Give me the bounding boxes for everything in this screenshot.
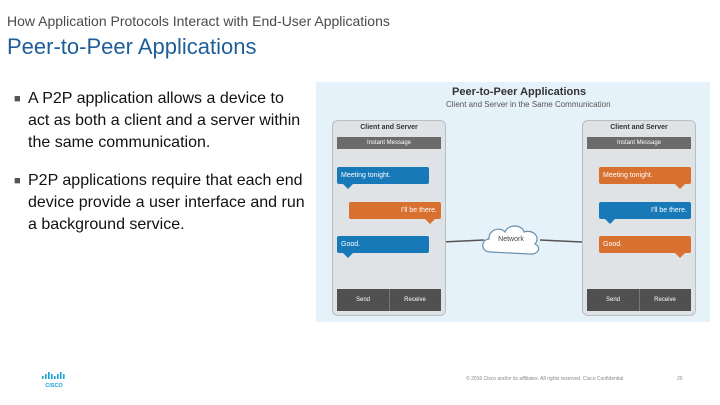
- left-device: [332, 120, 446, 316]
- right-link-line: [540, 240, 582, 242]
- slide-suptitle: How Application Protocols Interact with End-User Applications: [7, 13, 390, 29]
- send-button: Send: [337, 289, 390, 311]
- message-bubble: I'll be there.: [599, 202, 691, 219]
- im-header: Instant Message: [587, 137, 691, 149]
- message-bubble: Good.: [337, 236, 429, 253]
- diagram-title: Peer-to-Peer Applications: [452, 86, 587, 98]
- device-label: Client and Server: [360, 124, 418, 131]
- bullet-item: [14, 88, 306, 154]
- message-bubble: Meeting tonight.: [599, 167, 691, 184]
- bullet-square-icon: ■: [14, 93, 21, 105]
- cisco-logo-icon: [40, 371, 68, 389]
- message-bubble: I'll be there.: [349, 202, 441, 219]
- message-bubble: Meeting tonight.: [337, 167, 429, 184]
- send-button: Send: [587, 289, 640, 311]
- bullet-list: [14, 88, 306, 252]
- receive-button: Receive: [654, 297, 676, 303]
- network-cloud-icon: [478, 220, 544, 260]
- bullet-square-icon: ■: [14, 175, 21, 187]
- device-label: Client and Server: [610, 124, 668, 131]
- svg-text:CISCO: CISCO: [45, 383, 63, 389]
- message-bubble: Good.: [599, 236, 691, 253]
- receive-button: Receive: [404, 297, 426, 303]
- page-number: 20: [677, 376, 683, 382]
- network-label: Network: [498, 236, 524, 243]
- im-header: Instant Message: [337, 137, 441, 149]
- slide-title: Peer-to-Peer Applications: [7, 34, 257, 59]
- device-footer: [587, 289, 691, 311]
- bullet-text: P2P applications require that each end device provide a user interface and run a background service.: [28, 172, 305, 233]
- device-footer: [337, 289, 441, 311]
- p2p-diagram: [316, 82, 710, 322]
- copyright-note: © 2016 Cisco and/or its affiliates. All rights reserved. Cisco Confidential: [466, 376, 624, 382]
- bullet-item: [14, 170, 306, 236]
- bullet-text: A P2P application allows a device to act as both a client and a server within the same communication.: [28, 90, 301, 151]
- right-device: [582, 120, 696, 316]
- diagram-subtitle: Client and Server in the Same Communication: [446, 100, 611, 109]
